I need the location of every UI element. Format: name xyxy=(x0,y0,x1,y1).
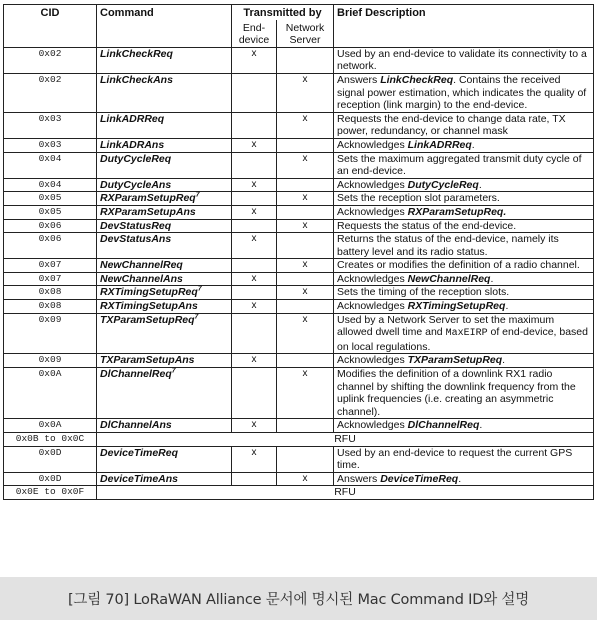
table-row xyxy=(4,313,594,354)
cell-command xyxy=(97,286,232,300)
description-text: . xyxy=(502,354,506,367)
cell-network-server xyxy=(277,138,334,152)
description-text: . xyxy=(471,138,475,151)
cell-end-device xyxy=(232,472,277,486)
cell-command xyxy=(97,152,232,178)
description-text: . xyxy=(479,419,483,432)
command-name: NewChannelAns xyxy=(100,272,183,285)
cell-end-device: x xyxy=(232,354,277,368)
cell-description xyxy=(334,472,594,486)
table-row xyxy=(4,138,594,152)
cell-description xyxy=(334,152,594,178)
header-description: Brief Description xyxy=(334,5,594,48)
cell-end-device xyxy=(232,112,277,138)
description-text: Requests the status of the end-device. xyxy=(337,219,517,232)
description-text: of end-device, based on local regulations. xyxy=(337,326,588,353)
cell-command xyxy=(97,259,232,273)
cell-cid: 0x06 xyxy=(4,219,97,233)
table-row xyxy=(4,47,594,73)
description-text: . xyxy=(505,300,509,313)
description-text: Modifies the definition of a downlink RX1 radio channel by shifting the downlink frequency from the uplink frequencies (i.e. creating an asymmetric channel). xyxy=(337,368,576,418)
table-row xyxy=(4,368,594,419)
cell-description xyxy=(334,419,594,433)
cell-cid: 0x0E to 0x0F xyxy=(4,486,97,500)
cell-cid: 0x02 xyxy=(4,73,97,112)
cell-end-device: x xyxy=(232,272,277,286)
description-text: Used by a Network Server to set the maximum allowed dwell time and xyxy=(337,313,555,339)
cell-command xyxy=(97,272,232,286)
description-command-ref: LinkCheckReq xyxy=(380,73,454,86)
description-text: Acknowledges xyxy=(337,272,408,285)
cell-description xyxy=(334,300,594,314)
command-name: DlChannelAns xyxy=(100,419,172,432)
footnote-ref: 7 xyxy=(194,313,199,321)
cell-cid: 0x07 xyxy=(4,259,97,273)
cell-network-server xyxy=(277,419,334,433)
cell-end-device xyxy=(232,313,277,354)
cell-end-device xyxy=(232,286,277,300)
cell-cid: 0x0A xyxy=(4,368,97,419)
description-text: Sets the reception slot parameters. xyxy=(337,192,500,205)
cell-description xyxy=(334,446,594,472)
cell-cid: 0x08 xyxy=(4,286,97,300)
cell-command xyxy=(97,419,232,433)
description-text: . xyxy=(478,178,482,191)
description-text: . Contains the received signal power estimation, which indicates the quality of reception (link margin) to the end-device. xyxy=(337,73,587,112)
command-name: LinkADRReq xyxy=(100,112,165,125)
header-network-line1: Network xyxy=(285,21,325,34)
table-row xyxy=(4,178,594,192)
description-text: Sets the maximum aggregated transmit duty cycle of an end-device. xyxy=(337,152,582,178)
command-name: DlChannelReq xyxy=(100,368,172,381)
footnote-ref: 7 xyxy=(197,285,202,293)
command-name: DevStatusReq xyxy=(100,219,172,232)
header-transmitted-by: Transmitted by xyxy=(232,5,334,20)
cell-command xyxy=(97,313,232,354)
cell-network-server: x xyxy=(277,152,334,178)
table-row xyxy=(4,219,594,233)
description-text: . xyxy=(458,472,462,485)
description-text: Answers xyxy=(337,73,381,86)
cell-command xyxy=(97,73,232,112)
cell-end-device: x xyxy=(232,446,277,472)
cell-end-device: x xyxy=(232,47,277,73)
cell-description xyxy=(334,73,594,112)
cell-command xyxy=(97,205,232,219)
description-text: Acknowledges xyxy=(337,178,408,191)
cell-cid: 0x08 xyxy=(4,300,97,314)
cell-end-device xyxy=(232,73,277,112)
cell-description xyxy=(334,272,594,286)
description-text: Acknowledges xyxy=(337,354,408,367)
cell-network-server xyxy=(277,300,334,314)
description-text: Used by an end-device to validate its connectivity to a network. xyxy=(337,47,587,73)
cell-description xyxy=(334,286,594,300)
cell-description xyxy=(334,219,594,233)
cell-network-server: x xyxy=(277,313,334,354)
cell-network-server: x xyxy=(277,73,334,112)
cell-description xyxy=(334,259,594,273)
cell-network-server: x xyxy=(277,368,334,419)
footnote-ref: 7 xyxy=(171,367,176,375)
description-text: Sets the timing of the reception slots. xyxy=(337,286,510,299)
footnote-ref: 7 xyxy=(195,191,200,199)
table-row xyxy=(4,286,594,300)
cell-network-server xyxy=(277,178,334,192)
cell-network-server: x xyxy=(277,219,334,233)
table-row xyxy=(4,112,594,138)
figure-caption: [그림 70] LoRaWAN Alliance 문서에 명시된 Mac Command ID와 설명 xyxy=(0,577,597,620)
cell-network-server xyxy=(277,205,334,219)
header-network-server xyxy=(277,20,334,48)
command-name: DeviceTimeAns xyxy=(100,472,179,485)
cell-cid: 0x06 xyxy=(4,233,97,259)
cell-description xyxy=(334,368,594,419)
description-command-ref: LinkADRReq xyxy=(407,138,472,151)
cell-description xyxy=(334,112,594,138)
cell-end-device xyxy=(232,368,277,419)
table-body xyxy=(4,47,594,499)
cell-cid: 0x0A xyxy=(4,419,97,433)
cell-network-server xyxy=(277,272,334,286)
table-row xyxy=(4,233,594,259)
cell-command xyxy=(97,138,232,152)
cell-description xyxy=(334,354,594,368)
cell-end-device: x xyxy=(232,205,277,219)
cell-command xyxy=(97,368,232,419)
description-text: . xyxy=(490,272,494,285)
table-row xyxy=(4,152,594,178)
command-name: LinkADRAns xyxy=(100,138,165,151)
table-row xyxy=(4,73,594,112)
cell-cid: 0x0D xyxy=(4,472,97,486)
cell-description xyxy=(334,233,594,259)
cell-description xyxy=(334,138,594,152)
command-name: TXParamSetupAns xyxy=(100,354,195,367)
cell-command xyxy=(97,354,232,368)
cell-cid: 0x07 xyxy=(4,272,97,286)
description-text: Returns the status of the end-device, namely its battery level and its radio status. xyxy=(337,233,559,258)
table-row xyxy=(4,486,594,500)
command-name: LinkCheckReq xyxy=(100,47,173,60)
cell-description xyxy=(334,192,594,206)
cell-network-server xyxy=(277,446,334,472)
description-command-ref: RXParamSetupReq. xyxy=(407,205,507,218)
command-name: RXParamSetupAns xyxy=(100,205,196,218)
cell-description xyxy=(334,178,594,192)
cell-end-device: x xyxy=(232,300,277,314)
table-row xyxy=(4,472,594,486)
mac-command-table xyxy=(3,4,594,500)
cell-command xyxy=(97,178,232,192)
cell-cid: 0x09 xyxy=(4,313,97,354)
table-row xyxy=(4,433,594,447)
header-row xyxy=(4,5,594,20)
cell-end-device xyxy=(232,259,277,273)
command-name: DutyCycleAns xyxy=(100,178,172,191)
header-end-device-line2: device xyxy=(238,34,270,47)
cell-end-device xyxy=(232,192,277,206)
cell-cid: 0x03 xyxy=(4,138,97,152)
cell-description xyxy=(334,47,594,73)
command-name: RXTimingSetupReq xyxy=(100,286,198,299)
table-row xyxy=(4,354,594,368)
header-end-device-line1: End- xyxy=(242,21,266,34)
description-text: Requests the end-device to change data rate, TX power, redundancy, or channel mask xyxy=(337,112,566,138)
command-name: RXTimingSetupAns xyxy=(100,300,198,313)
description-command-ref: DutyCycleReq xyxy=(407,178,479,191)
cell-network-server xyxy=(277,233,334,259)
description-command-ref: TXParamSetupReq xyxy=(407,354,503,367)
table-row xyxy=(4,300,594,314)
cell-command xyxy=(97,219,232,233)
description-text: Answers xyxy=(337,472,381,485)
command-name: NewChannelReq xyxy=(100,259,183,272)
table-row xyxy=(4,446,594,472)
cell-network-server: x xyxy=(277,472,334,486)
cell-end-device: x xyxy=(232,419,277,433)
cell-cid: 0x03 xyxy=(4,112,97,138)
description-text: Acknowledges xyxy=(337,300,408,313)
cell-command xyxy=(97,472,232,486)
command-name: LinkCheckAns xyxy=(100,73,173,86)
cell-cid: 0x09 xyxy=(4,354,97,368)
description-command-ref: NewChannelReq xyxy=(407,272,491,285)
command-name: DeviceTimeReq xyxy=(100,446,179,459)
cell-end-device xyxy=(232,152,277,178)
cell-rfu: RFU xyxy=(97,433,594,447)
table-row xyxy=(4,259,594,273)
table-row xyxy=(4,272,594,286)
cell-end-device: x xyxy=(232,233,277,259)
header-end-device xyxy=(232,20,277,48)
description-text: Acknowledges xyxy=(337,138,408,151)
cell-network-server xyxy=(277,354,334,368)
cell-cid: 0x0D xyxy=(4,446,97,472)
cell-rfu: RFU xyxy=(97,486,594,500)
cell-cid: 0x0B to 0x0C xyxy=(4,433,97,447)
description-command-ref: DeviceTimeReq xyxy=(380,472,459,485)
description-command-ref: DlChannelReq xyxy=(407,419,480,432)
command-name: DutyCycleReq xyxy=(100,152,172,165)
cell-cid: 0x05 xyxy=(4,205,97,219)
cell-network-server: x xyxy=(277,259,334,273)
command-name: RXParamSetupReq xyxy=(100,192,196,205)
cell-cid: 0x04 xyxy=(4,178,97,192)
cell-network-server: x xyxy=(277,286,334,300)
cell-command xyxy=(97,233,232,259)
cell-description xyxy=(334,313,594,354)
cell-cid: 0x02 xyxy=(4,47,97,73)
cell-command xyxy=(97,446,232,472)
header-cid: CID xyxy=(4,5,97,48)
description-text: Creates or modifies the definition of a radio channel. xyxy=(337,259,580,272)
description-param: MaxEIRP xyxy=(445,328,488,340)
cell-end-device: x xyxy=(232,178,277,192)
description-command-ref: RXTimingSetupReq xyxy=(407,300,506,313)
cell-network-server xyxy=(277,47,334,73)
header-network-line2: Server xyxy=(289,34,321,47)
command-name: TXParamSetupReq xyxy=(100,313,195,326)
cell-network-server: x xyxy=(277,192,334,206)
cell-command xyxy=(97,300,232,314)
table-row xyxy=(4,205,594,219)
table-row xyxy=(4,419,594,433)
command-name: DevStatusAns xyxy=(100,233,172,246)
cell-command xyxy=(97,47,232,73)
table-row xyxy=(4,192,594,206)
cell-command xyxy=(97,192,232,206)
cell-cid: 0x05 xyxy=(4,192,97,206)
cell-network-server: x xyxy=(277,112,334,138)
cell-description xyxy=(334,205,594,219)
cell-command xyxy=(97,112,232,138)
cell-end-device: x xyxy=(232,138,277,152)
description-text: Acknowledges xyxy=(337,205,408,218)
description-text: Used by an end-device to request the current GPS time. xyxy=(337,446,573,472)
cell-cid: 0x04 xyxy=(4,152,97,178)
description-text: Acknowledges xyxy=(337,419,408,432)
cell-end-device xyxy=(232,219,277,233)
header-command: Command xyxy=(97,5,232,48)
